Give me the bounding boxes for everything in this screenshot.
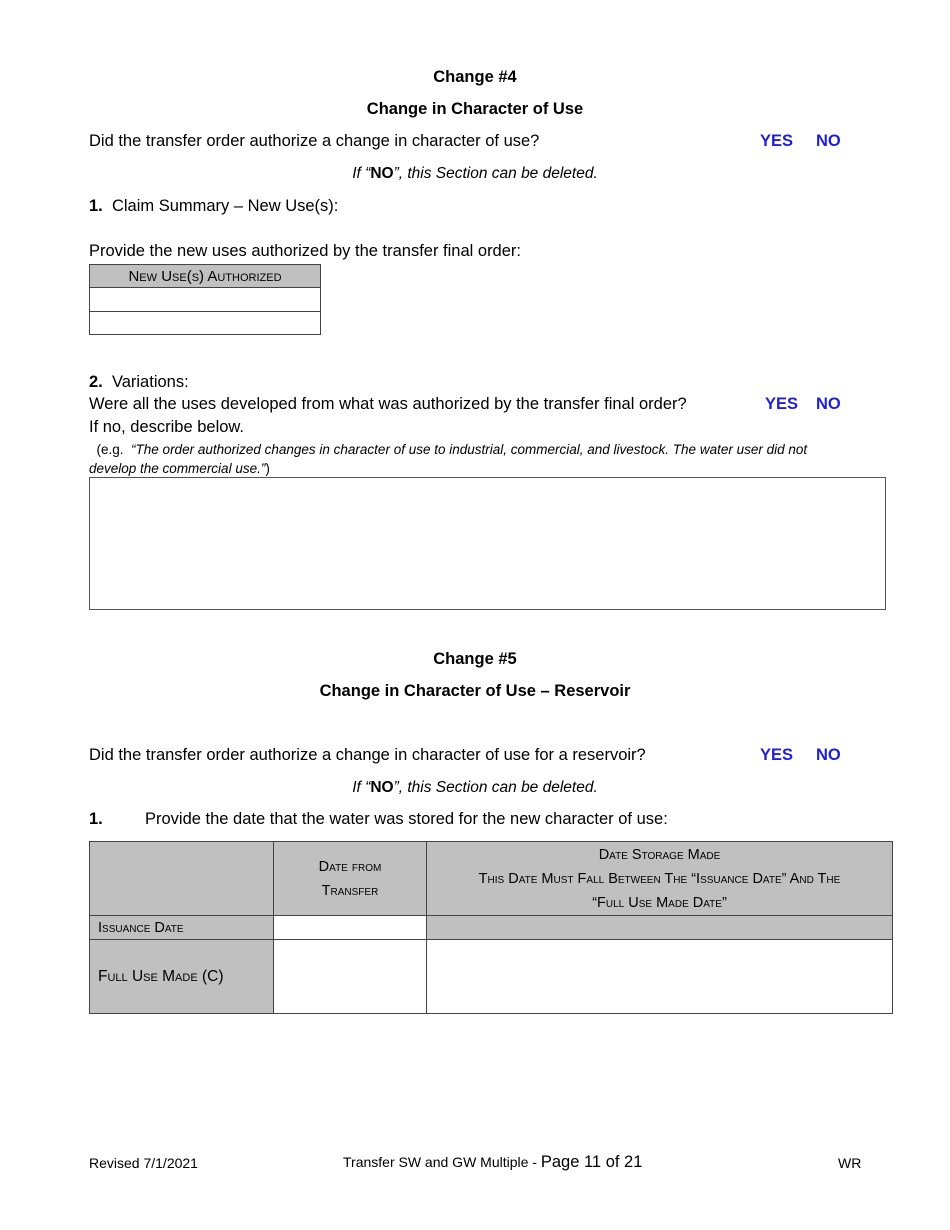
date-from-transfer-header: Date from Transfer (274, 842, 427, 916)
change5-subheading: Change in Character of Use – Reservoir (319, 682, 631, 700)
full-use-transfer-cell[interactable] (274, 940, 427, 1014)
change4-yes-option[interactable]: YES (760, 132, 794, 150)
change4-heading: Change #4 (433, 68, 517, 86)
change5-no-option[interactable]: NO (816, 746, 841, 764)
storage-date-table (89, 841, 893, 1014)
change5-delete-note: If “NO”, this Section can be deleted. (352, 779, 598, 796)
issuance-date-label: Issuance Date (90, 916, 274, 940)
change4-question: Did the transfer order authorize a change in character of use? (89, 132, 540, 150)
change4-no-option[interactable]: NO (816, 132, 841, 150)
footer-revised: Revised 7/1/2021 (89, 1155, 198, 1171)
date-storage-made-header: Date Storage Made This Date Must Fall Between The “Issuance Date” And The “Full Use Made Date” (427, 842, 893, 916)
change4-item1: 1. Claim Summary – New Use(s): (89, 197, 339, 215)
change4-provide-text: Provide the new uses authorized by the transfer final order: (89, 242, 521, 260)
new-uses-header: New Use(s) Authorized (90, 265, 321, 288)
change5-yes-option[interactable]: YES (760, 746, 794, 764)
change5-heading: Change #5 (433, 650, 517, 668)
variations-question: Were all the uses developed from what was authorized by the transfer final order? (89, 395, 687, 413)
issuance-date-transfer-cell[interactable] (274, 916, 427, 940)
example-text: (e.g. “The order authorized changes in character of use to industrial, commercial, and livestock. The water user did not develop the commercial use.”) (89, 442, 808, 476)
change4-delete-note: If “NO”, this Section can be deleted. (352, 165, 598, 182)
change4-item2: 2. Variations: (89, 373, 189, 391)
new-uses-cell-1[interactable] (90, 288, 321, 312)
change4-subheading: Change in Character of Use (366, 100, 584, 118)
if-no-text: If no, describe below. (89, 418, 245, 436)
footer-center: Transfer SW and GW Multiple - Page 11 of 21 (343, 1153, 643, 1171)
variations-no-option[interactable]: NO (816, 395, 841, 413)
table-corner-cell (90, 842, 274, 916)
new-uses-cell-2[interactable] (90, 312, 321, 335)
footer-code: WR (838, 1155, 862, 1171)
change5-item1-label: Provide the date that the water was stored for the new character of use: (145, 810, 668, 828)
issuance-date-storage-cell (427, 916, 893, 940)
change5-question: Did the transfer order authorize a change in character of use for a reservoir? (89, 746, 646, 764)
full-use-made-label: Full Use Made (C) (90, 940, 274, 1014)
change5-item1-number: 1. (89, 810, 103, 828)
variations-yes-option[interactable]: YES (765, 395, 799, 413)
new-uses-table (89, 264, 321, 335)
full-use-storage-cell[interactable] (427, 940, 893, 1014)
variations-description-box[interactable] (89, 477, 886, 610)
